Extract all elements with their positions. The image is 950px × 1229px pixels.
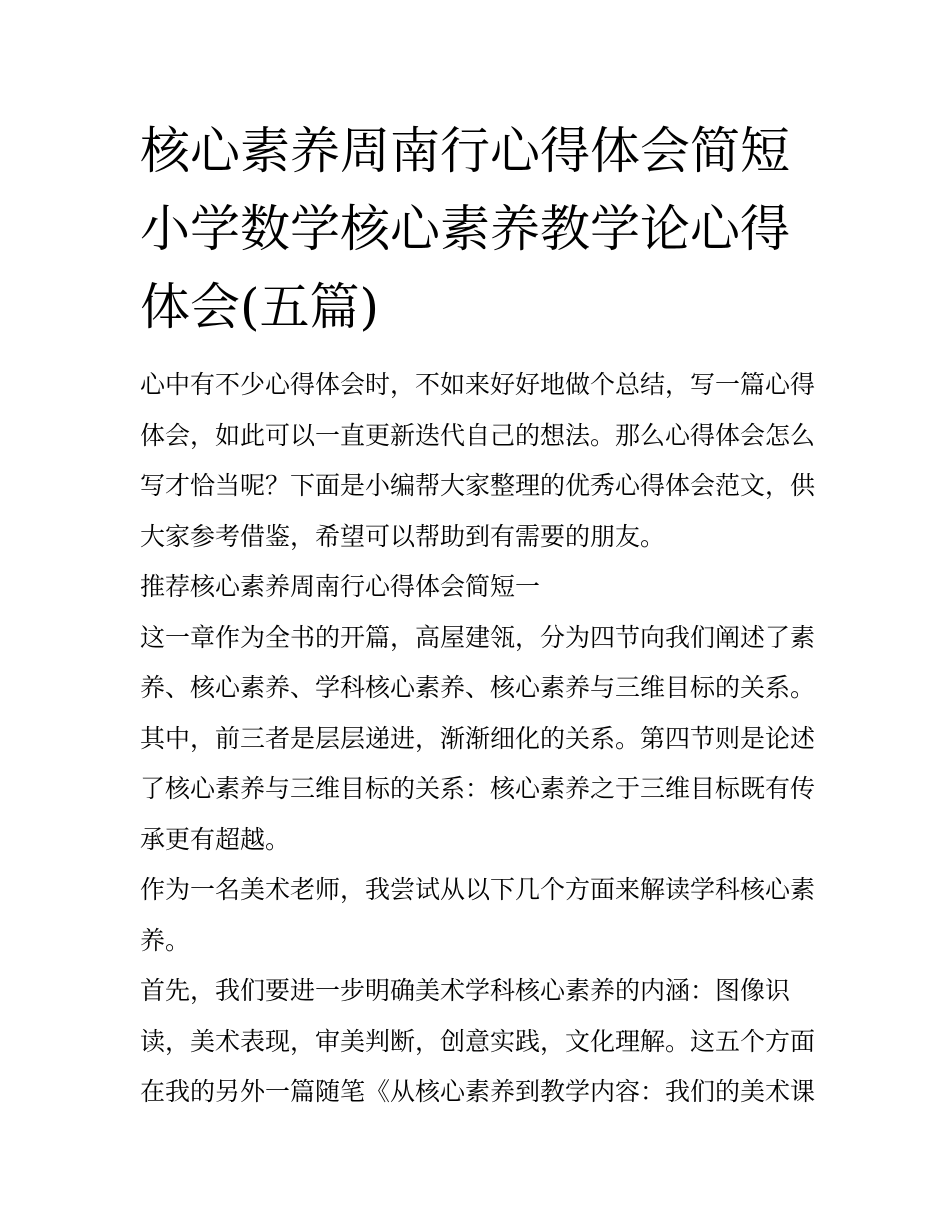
document-content bbox=[140, 112, 816, 1118]
paragraph-line: 承更有超越。 bbox=[140, 824, 291, 854]
intro-line: 体会，如此可以一直更新迭代自己的想法。那么心得体会怎么 bbox=[140, 420, 816, 450]
paragraph-line: 这一章作为全书的开篇，高屋建瓴，分为四节向我们阐述了素 bbox=[140, 622, 816, 652]
paragraph-line: 作为一名美术老师，我尝试从以下几个方面来解读学科核心素 bbox=[140, 875, 816, 904]
paragraph-line: 在我的另外一篇随笔《从核心素养到教学内容：我们的美术课 bbox=[140, 1077, 816, 1106]
intro-line: 心中有不少心得体会时，不如来好好地做个总结，写一篇心得 bbox=[140, 370, 816, 399]
intro-line: 大家参考借鉴，希望可以帮助到有需要的朋友。 bbox=[140, 521, 666, 551]
intro-line: 写才恰当呢？下面是小编帮大家整理的优秀心得体会范文，供 bbox=[140, 471, 816, 500]
title-line: 小学数学核心素养教学论心得 bbox=[140, 200, 790, 258]
title-line: 体会(五篇) bbox=[140, 278, 380, 336]
paragraph-line: 养、核心素养、学科核心素养、核心素养与三维目标的关系。 bbox=[140, 673, 816, 702]
title-line: 核心素养周南行心得体会简短 bbox=[140, 122, 790, 180]
section-heading: 推荐核心素养周南行心得体会简短一 bbox=[140, 572, 541, 601]
paragraph-line: 读，美术表现，审美判断，创意实践，文化理解。这五个方面 bbox=[140, 1026, 816, 1056]
paragraph-line: 其中，前三者是层层递进，渐渐细化的关系。第四节则是论述 bbox=[140, 723, 816, 753]
paragraph-line: 首先，我们要进一步明确美术学科核心素养的内涵：图像识 bbox=[140, 976, 791, 1005]
paragraph-line: 养。 bbox=[140, 925, 191, 955]
document-title bbox=[140, 112, 812, 346]
document-body bbox=[140, 360, 816, 1118]
paragraph-line: 了核心素养与三维目标的关系：核心素养之于三维目标既有传 bbox=[140, 774, 816, 803]
